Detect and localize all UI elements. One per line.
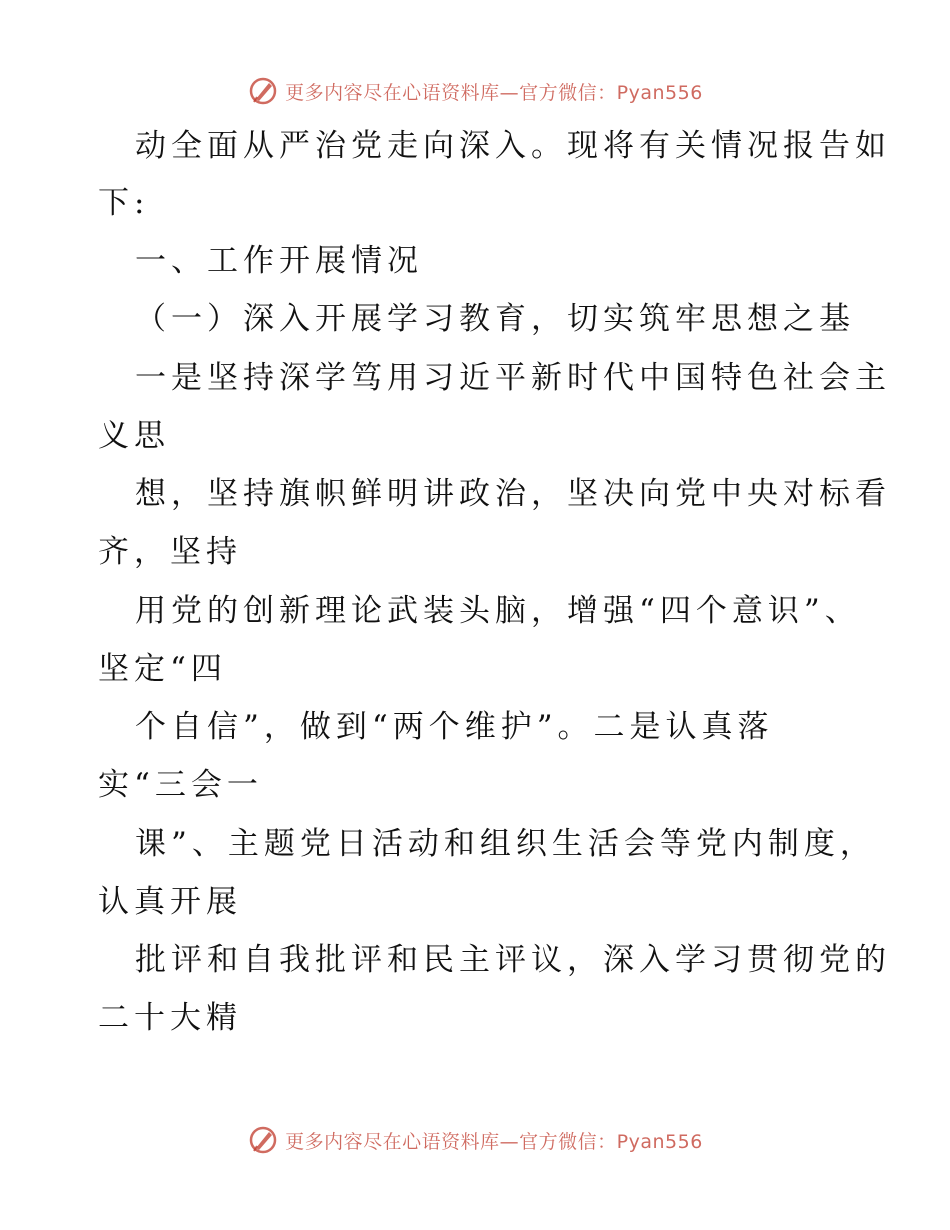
footer-banner xyxy=(0,1120,950,1160)
body-line: 个自信”，做到“两个维护”。二是认真落 xyxy=(135,709,774,745)
banner-text: 更多内容尽在心语资料库—官方微信：Pyan556 xyxy=(285,1130,703,1153)
quill-logo-icon xyxy=(247,1124,279,1156)
body-line: 一是坚持深学笃用习近平新时代中国特色社会主 xyxy=(135,360,891,396)
body-line: 想，坚持旗帜鲜明讲政治，坚决向党中央对标看 xyxy=(135,476,891,512)
body-line: 动全面从严治党走向深入。现将有关情况报告如 xyxy=(135,128,891,164)
quill-logo-icon xyxy=(247,75,279,107)
body-line: 认真开展 xyxy=(98,884,242,920)
body-line: 齐，坚持 xyxy=(98,534,242,570)
body-line: 义思 xyxy=(98,418,170,454)
body-line: 一、工作开展情况 xyxy=(135,243,423,279)
body-line: 坚定“四 xyxy=(98,651,227,687)
body-line: （一）深入开展学习教育，切实筑牢思想之基 xyxy=(135,301,855,337)
body-line: 二十大精 xyxy=(98,1000,242,1036)
header-banner xyxy=(0,71,950,111)
body-line: 下: xyxy=(98,185,150,221)
body-line: 课”、主题党日活动和组织生活会等党内制度， xyxy=(135,826,876,862)
body-line: 实“三会一 xyxy=(98,767,263,803)
body-line: 用党的创新理论武装头脑，增强“四个意识”、 xyxy=(135,593,861,629)
banner-text: 更多内容尽在心语资料库—官方微信：Pyan556 xyxy=(285,81,703,104)
body-line: 批评和自我批评和民主评议，深入学习贯彻党的 xyxy=(135,942,891,978)
